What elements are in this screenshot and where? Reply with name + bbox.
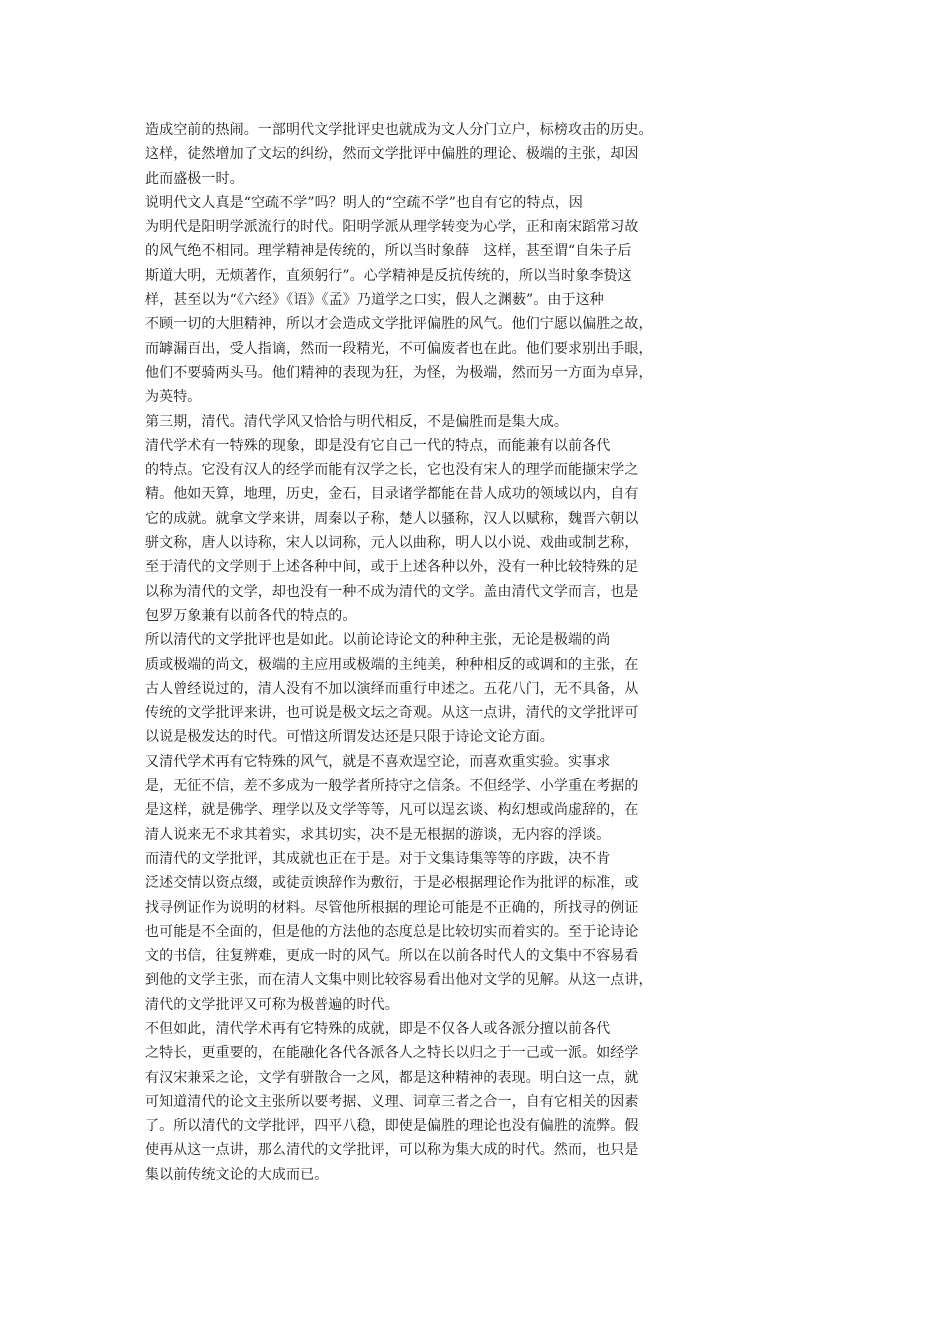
text-line: 精。他如天算，地理，历史，金石，目录诸学都能在昔人成功的领域以内，自有 [145, 486, 639, 503]
text-line: 古人曾经说过的，清人没有不加以演绎而重行申述之。五花八门，无不具备，从 [145, 680, 639, 697]
text-line: 斯道大明，无烦著作，直须躬行”。心学精神是反抗传统的，所以当时象李贽这 [145, 267, 632, 284]
text-line: 以说是极发达的时代。可惜这所谓发达还是只限于诗论文论方面。 [145, 729, 554, 746]
text-line: 而罅漏百出，受人指谪，然而一段精光，不可偏废者也在此。他们要求别出手眼， [145, 340, 653, 357]
text-line: 清代学术有一特殊的现象，即是没有它自己一代的特点，而能兼有以前各代 [145, 437, 611, 454]
text-line: 包罗万象兼有以前各代的特点的。 [145, 607, 357, 624]
text-line: 清代的文学批评又可称为极普遍的时代。 [145, 996, 399, 1013]
text-line: 可知道清代的论文主张所以要考据、义理、词章三者之合一，自有它相关的因素 [145, 1093, 639, 1110]
text-line: 这样，徒然增加了文坛的纠纷，然而文学批评中偏胜的理论、极端的主张，却因 [145, 146, 639, 163]
text-line: 不但如此，清代学术再有它特殊的成就，即是不仅各人或各派分擅以前各代 [145, 1020, 611, 1037]
text-line: 找寻例证作为说明的材料。尽管他所根据的理论可能是不正确的，所找寻的例证 [145, 899, 639, 916]
text-line: 了。所以清代的文学批评，四平八稳，即使是偏胜的理论也没有偏胜的流弊。假 [145, 1118, 639, 1135]
text-line: 的风气绝不相同。理学精神是传统的，所以当时象薛 这样，甚至谓“自朱子后 [145, 243, 632, 260]
text-line: 清人说来无不求其着实，求其切实，决不是无根据的游谈，无内容的浮谈。 [145, 826, 611, 843]
text-line: 也可能是不全面的，但是他的方法他的态度总是比较切实而着实的。至于论诗论 [145, 923, 639, 940]
text-line: 不顾一切的大胆精神，所以才会造成文学批评偏胜的风气。他们宁愿以偏胜之故， [145, 316, 653, 333]
text-line: 文的书信，往复辨难，更成一时的风气。所以在以前各时代人的文集中不容易看 [145, 948, 639, 965]
text-line: 而清代的文学批评，其成就也正在于是。对于文集诗集等等的序跋，决不肯 [145, 850, 611, 867]
text-line: 到他的文学主张，而在清人文集中则比较容易看出他对文学的见解。从这一点讲， [145, 972, 653, 989]
text-line: 他们不要骑两头马。他们精神的表现为狂，为怪，为极端，然而另一方面为卓异， [145, 364, 653, 381]
text-line: 质或极端的尚文，极端的主应用或极端的主纯美，种种相反的或调和的主张，在 [145, 656, 639, 673]
text-line: 是这样，就是佛学、理学以及文学等等，凡可以逞玄谈、构幻想或尚虚辞的，在 [145, 802, 639, 819]
text-line: 样，甚至以为“《六经》《语》《孟》乃道学之口实，假人之渊薮”。由于这种 [145, 292, 604, 309]
text-line: 造成空前的热闹。一部明代文学批评史也就成为文人分门立户，标榜攻击的历史。 [145, 122, 653, 138]
text-line: 之特长，更重要的，在能融化各代各派各人之特长以归之于一己或一派。如经学 [145, 1045, 639, 1062]
text-line: 的特点。它没有汉人的经学而能有汉学之长，它也没有宋人的理学而能撷宋学之 [145, 462, 639, 479]
text-line: 为英特。 [145, 389, 202, 406]
text-line: 所以清代的文学批评也是如此。以前论诗论文的种种主张，无论是极端的尚 [145, 632, 611, 649]
text-line: 为明代是阳明学派流行的时代。阳明学派从理学转变为心学，正和南宋蹈常习故 [145, 219, 639, 236]
text-line: 又清代学术再有它特殊的风气，就是不喜欢逞空论，而喜欢重实验。实事求 [145, 753, 611, 770]
text-line: 有汉宋兼采之论，文学有骈散合一之风，都是这种精神的表现。明白这一点，就 [145, 1069, 639, 1086]
text-line: 至于清代的文学则于上述各种中间，或于上述各种以外，没有一种比较特殊的足 [145, 559, 639, 576]
text-line: 骈文称，唐人以诗称，宋人以词称，元人以曲称，明人以小说、戏曲或制艺称， [145, 535, 639, 552]
text-line: 它的成就。就拿文学来讲，周秦以子称，楚人以骚称，汉人以赋称，魏晋六朝以 [145, 510, 639, 527]
text-line: 传统的文学批评来讲，也可说是极文坛之奇观。从这一点讲，清代的文学批评可 [145, 705, 639, 722]
text-line: 第三期，清代。清代学风又恰恰与明代相反，不是偏胜而是集大成。 [145, 413, 568, 430]
text-line: 使再从这一点讲，那么清代的文学批评，可以称为集大成的时代。然而，也只是 [145, 1142, 639, 1159]
text-line: 泛述交情以资点缀，或徒贡谀辞作为敷衍，于是必根据理论作为批评的标准，或 [145, 875, 639, 892]
text-line: 集以前传统文论的大成而已。 [145, 1166, 329, 1183]
text-line: 是，无征不信，差不多成为一般学者所持守之信条。不但经学、小学重在考据的 [145, 778, 639, 795]
text-line: 此而盛极一时。 [145, 170, 244, 187]
body-text [145, 118, 665, 1187]
text-line: 说明代文人真是“空疏不学”吗？明人的“空疏不学”也自有它的特点，因 [145, 194, 583, 211]
text-line: 以称为清代的文学，却也没有一种不成为清代的文学。盖由清代文学而言，也是 [145, 583, 639, 600]
